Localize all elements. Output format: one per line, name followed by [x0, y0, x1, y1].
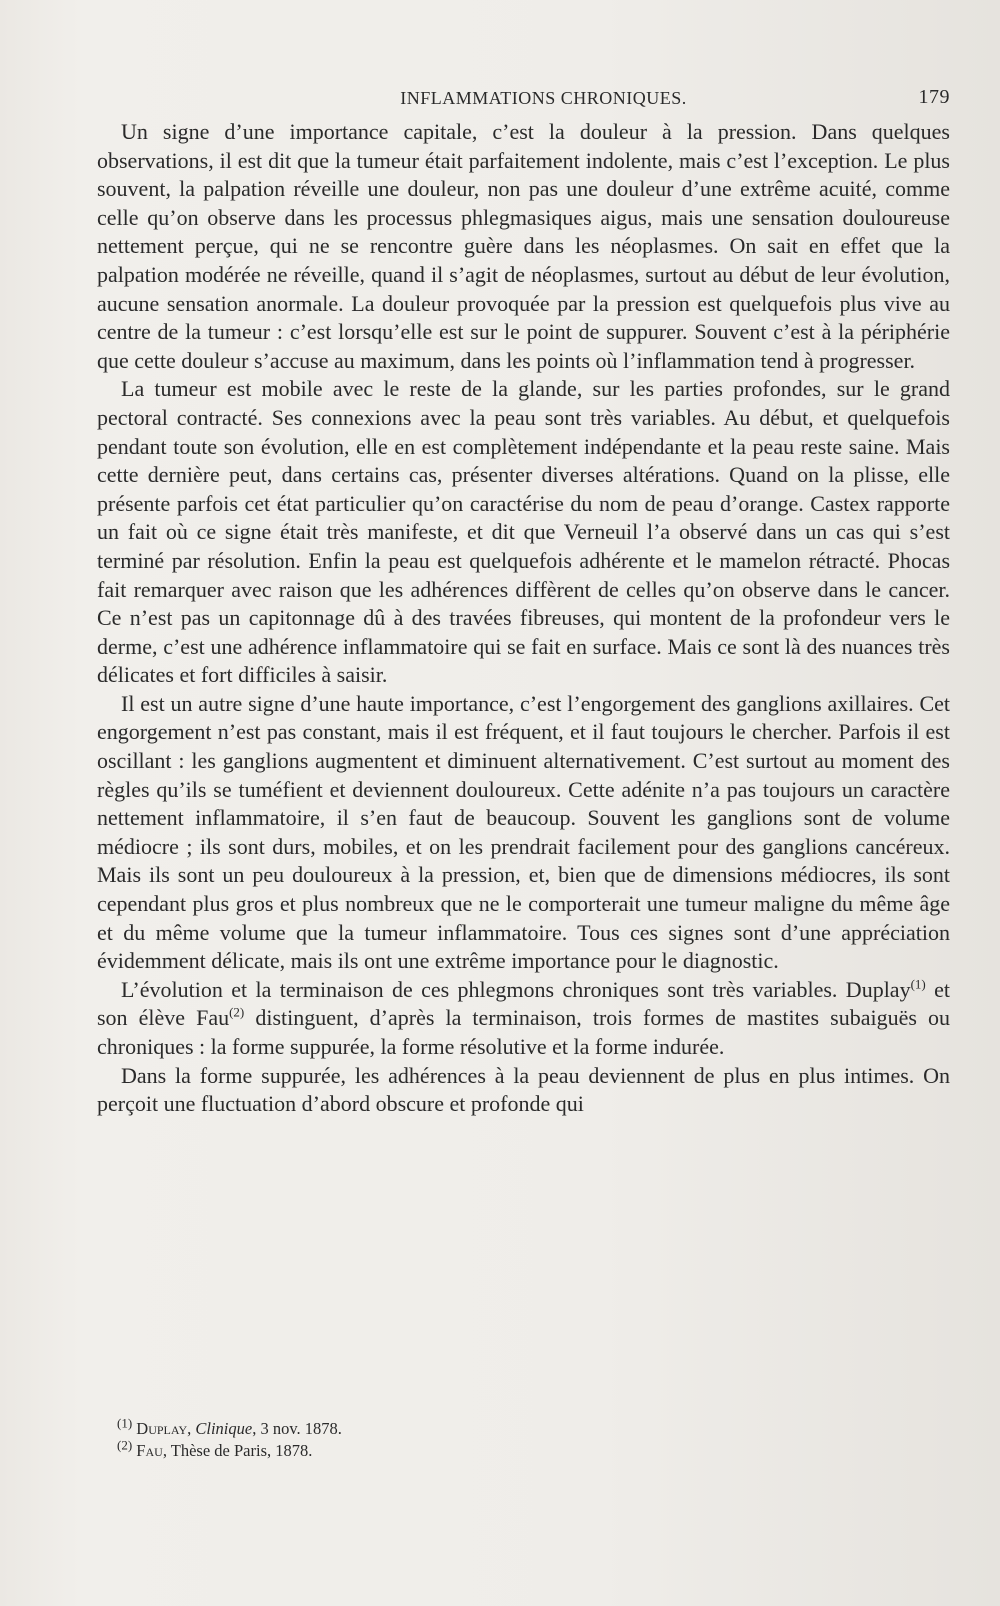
body-text [97, 118, 950, 1119]
footnote-marker: (2) [117, 1437, 133, 1453]
footnote-reference-2: (2) [229, 1005, 245, 1021]
footnote-details: , Thèse de Paris, 1878. [162, 1441, 313, 1460]
footnote-author: Fau [136, 1441, 163, 1460]
paragraph: Il est un autre signe d’une haute importance, c’est l’engorgement des ganglions axillaires. Cet engorgement n’est pas constant, mais il est fréquent, et il faut toujours le chercher. Parfois il est oscillant : les ganglions augmentent et diminuent alternativement. C’est surtout au moment des règles qu’ils se tuméfient et deviennent douloureux. Cette adénite n’a pas toujours un caractère nettement inflammatoire, il s’en faut de beaucoup. Souvent les ganglions sont de volume médiocre ; ils sont durs, mobiles, et on les prendrait facilement pour des ganglions cancéreux. Mais ils sont un peu douloureux à la pression, et, bien que de dimensions médiocres, ils sont cependant plus gros et plus nombreux que ne le comporterait une tumeur maligne du même âge et du même volume que la tumeur inflammatoire. Tous ces signes sont d’une appréciation évidemment délicate, mais ils ont une extrême importance pour le diagnostic. [97, 690, 950, 974]
paragraph: Un signe d’une importance capitale, c’est la douleur à la pression. Dans quelques observations, il est dit que la tumeur était parfaitement indolente, mais c’est l’exception. Le plus souvent, la palpation réveille une douleur, non pas une douleur d’une extrême acuité, comme celle qu’on observe dans les processus phlegmasiques aigus, mais une sensation douloureuse nettement perçue, qui ne se rencontre guère dans les néoplasmes. On sait en effet que la palpation modérée ne réveille, quand il s’agit de néoplasmes, surtout au début de leur évolution, aucune sensation anormale. La douleur provoquée par la pression est quelquefois plus vive au centre de la tumeur : c’est lorsqu’elle est sur le point de suppurer. Souvent c’est à la périphérie que cette douleur s’accuse au maximum, dans les points où l’inflammation tend à progresser. [97, 119, 950, 373]
footnote-marker: (1) [117, 1415, 133, 1431]
paragraph-text: distinguent, d’après la terminaison, trois formes de mastites subaiguës ou chroniques : la forme suppurée, la forme résolutive et la forme indurée. [97, 1005, 950, 1059]
footnote-author: Duplay [136, 1419, 188, 1438]
paragraph-text: et son élève Fau [97, 976, 950, 1031]
paragraph-text: L’évolution et la terminaison de ces phlegmons chroniques sont très variables. Duplay [121, 976, 911, 1002]
paragraph: La tumeur est mobile avec le reste de la glande, sur les parties profondes, sur le grand pectoral contracté. Ses connexions avec la peau sont très variables. Au début, et quelquefois pendant toute son évolution, elle en est complètement indépendante et la peau reste saine. Mais cette dernière peut, dans certains cas, présenter diverses altérations. Quand on la plisse, elle présente parfois cet état particulier qu’on caractérise du nom de peau d’orange. Castex rapporte un fait où ce signe était très manifeste, et dit que Verneuil l’a observé dans un cas qui s’est terminé par résolution. Enfin la peau est quelquefois adhérente et le mamelon rétracté. Phocas fait remarquer avec raison que les adhérences diffèrent de celles qu’on observe dans le cancer. Ce n’est pas un capitonnage dû à des travées fibreuses, qui montent de la profondeur vers le derme, c’est une adhérence inflammatoire qui se fait en surface. Mais ce sont là des nuances très délicates et fort difficiles à saisir. [97, 376, 950, 688]
paragraph: Dans la forme suppurée, les adhérences à la peau deviennent de plus en plus intimes. On perçoit une fluctuation d’abord obscure et profonde qui [97, 1062, 950, 1117]
paragraph-with-references [97, 976, 950, 1062]
page-number: 179 [918, 86, 950, 108]
footnotes [117, 1415, 342, 1462]
running-head [97, 82, 950, 118]
footnote-2 [117, 1437, 342, 1462]
footnote-title: Clinique [195, 1419, 253, 1438]
footnote-reference-1: (1) [910, 976, 926, 992]
footnote-details: , 3 nov. 1878. [252, 1419, 342, 1438]
running-title: INFLAMMATIONS CHRONIQUES. [400, 88, 687, 108]
footnote-1: $^{(1)}$ Duplay, Clinique, 3 nov. 1878. [117, 1415, 342, 1438]
